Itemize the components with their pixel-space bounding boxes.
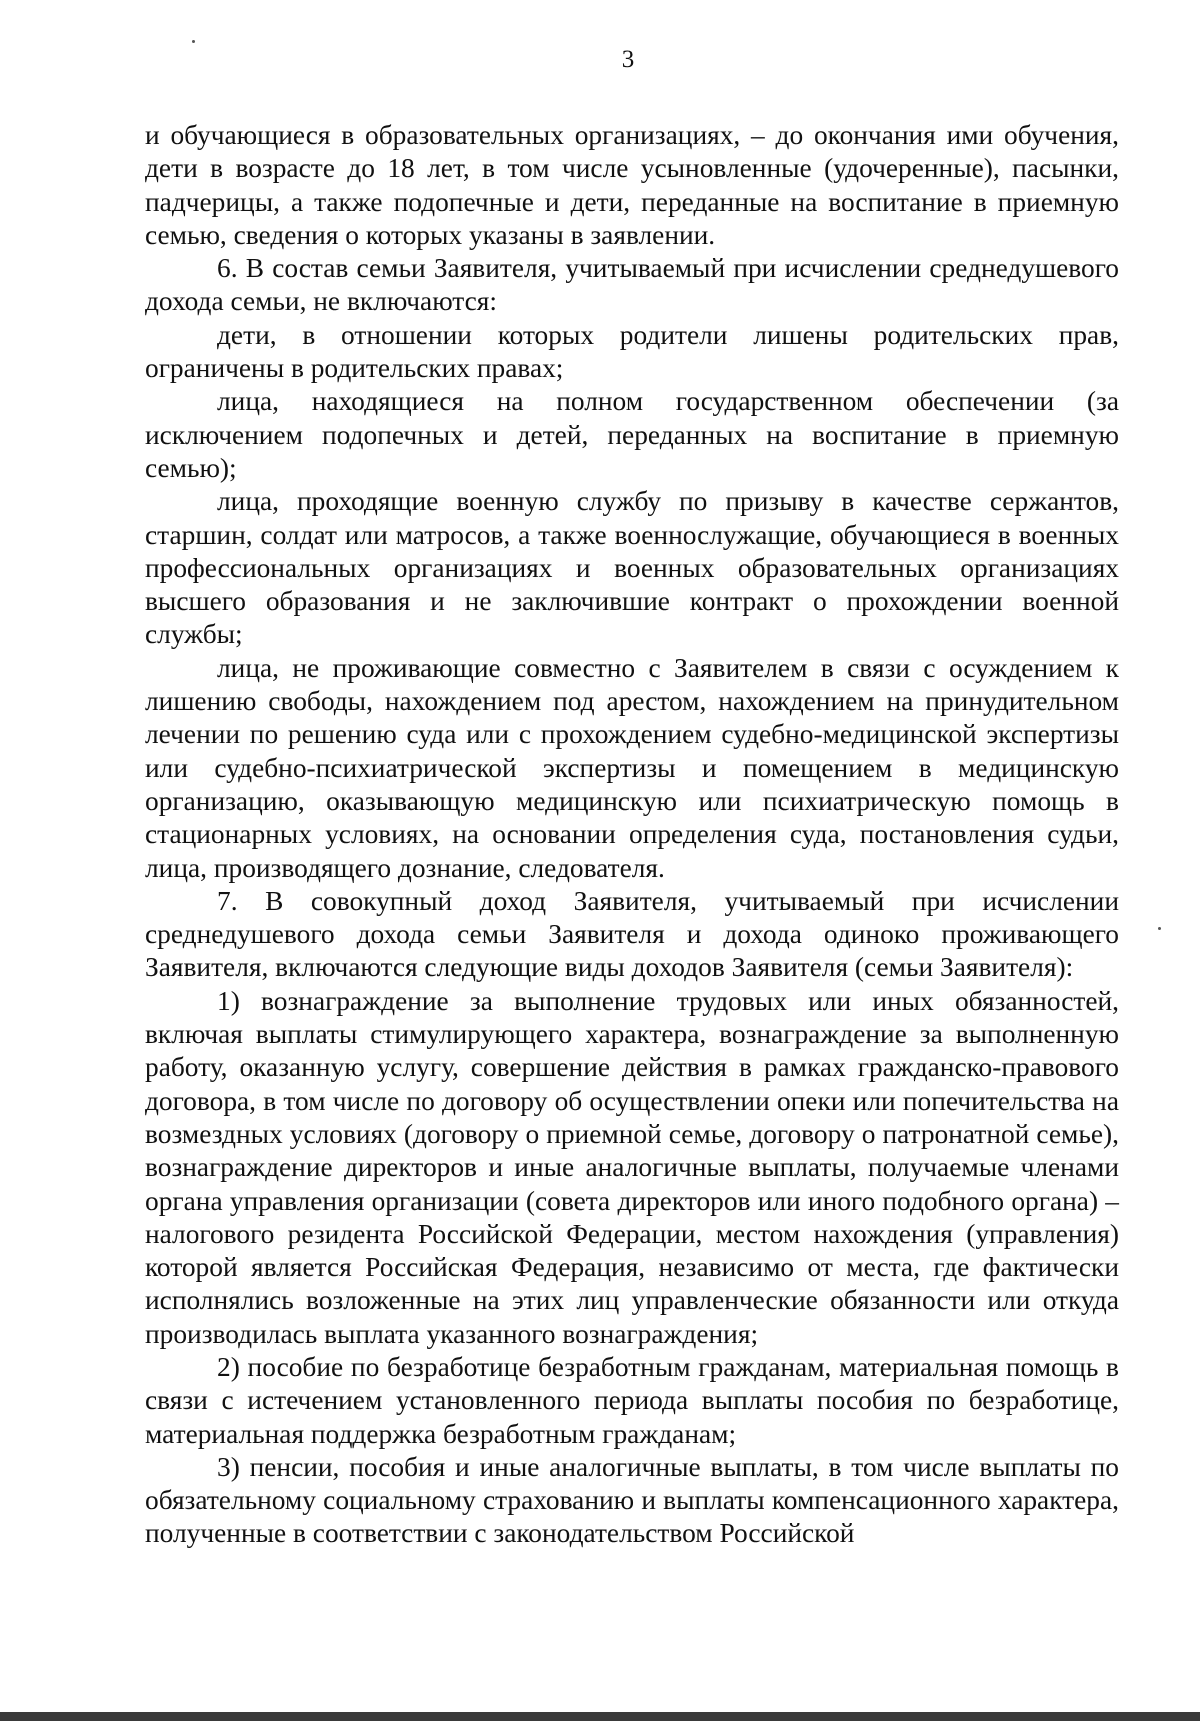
paragraph-excluded-state-care: лица, находящиеся на полном государственном обеспечении (за исключением подопечных и детей, переданных на воспитание в приемную семью); <box>145 386 1119 483</box>
paragraph-excluded-children: дети, в отношении которых родители лишены родительских прав, ограничены в родительских правах; <box>145 319 1119 384</box>
scan-edge <box>0 1712 1200 1721</box>
paragraph-item-6: 6. В состав семьи Заявителя, учитываемый при исчислении среднедушевого дохода семьи, не включаются: <box>145 253 1119 317</box>
document-body <box>145 119 1119 1551</box>
page-number: 3 <box>621 46 635 73</box>
paragraph-subitem-3: 3) пенсии, пособия и иные аналогичные выплаты, в том числе выплаты по обязательному социальному страхованию и выплаты компенсационного характера, полученные в соответствии с законодательством Российской <box>145 1451 1119 1549</box>
paragraph-continuation: и обучающиеся в образовательных организациях, – до окончания ими обучения, дети в возрасте до 18 лет, в том числе усыновленные (удочеренные), пасынки, падчерицы, а также подопечные и дети, переданные на воспитание в приемную семью, сведения о которых указаны в заявлении. <box>145 120 1119 250</box>
paragraph-excluded-not-residing: лица, не проживающие совместно с Заявителем в связи с осуждением к лишению свободы, нахождением под арестом, нахождением на принудительном лечении по решению суда или с прохождением судебно-медицинской экспертизы или судебно-психиатрической экспертизы и помещением в медицинскую организацию, оказывающую медицинскую или психиатрическую помощь в стационарных условиях, на основании определения суда, постановления судьи, лица, производящего дознание, следователя. <box>145 652 1119 883</box>
paragraph-subitem-2: 2) пособие по безработице безработным гражданам, материальная помощь в связи с истечением установленного периода выплаты пособия по безработице, материальная поддержка безработным гражданам; <box>145 1351 1119 1449</box>
paragraph-item-7: 7. В совокупный доход Заявителя, учитываемый при исчислении среднедушевого дохода семьи Заявителя и дохода одиноко проживающего Заявителя, включаются следующие виды доходов Заявителя (семьи Заявителя): <box>145 885 1119 983</box>
paragraph-subitem-1: 1) вознаграждение за выполнение трудовых или иных обязанностей, включая выплаты стимулирующего характера, вознаграждение за выполненную работу, оказанную услугу, совершение действия в рамках гражданско-правового договора, в том числе по договору об осуществлении опеки или попечительства на возмездных условиях (договору о приемной семье, договору о патронатной семье), вознаграждение директоров и иные аналогичные выплаты, получаемые членами органа управления организации (совета директоров или иного подобного органа) – налогового резидента Российской Федерации, местом нахождения (управления) которой является Российская Федерация, независимо от места, где фактически исполнялись возложенные на этих лиц управленческие обязанности или откуда производилась выплата указанного вознаграждения; <box>145 985 1119 1349</box>
scan-speck <box>192 40 195 43</box>
scan-speck <box>1158 927 1161 930</box>
paragraph-excluded-military: лица, проходящие военную службу по призыву в качестве сержантов, старшин, солдат или матросов, а также военнослужащие, обучающиеся в военных профессиональных организациях и военных образовательных организациях высшего образования и не заключившие контракт о прохождении военной службы; <box>145 486 1119 650</box>
